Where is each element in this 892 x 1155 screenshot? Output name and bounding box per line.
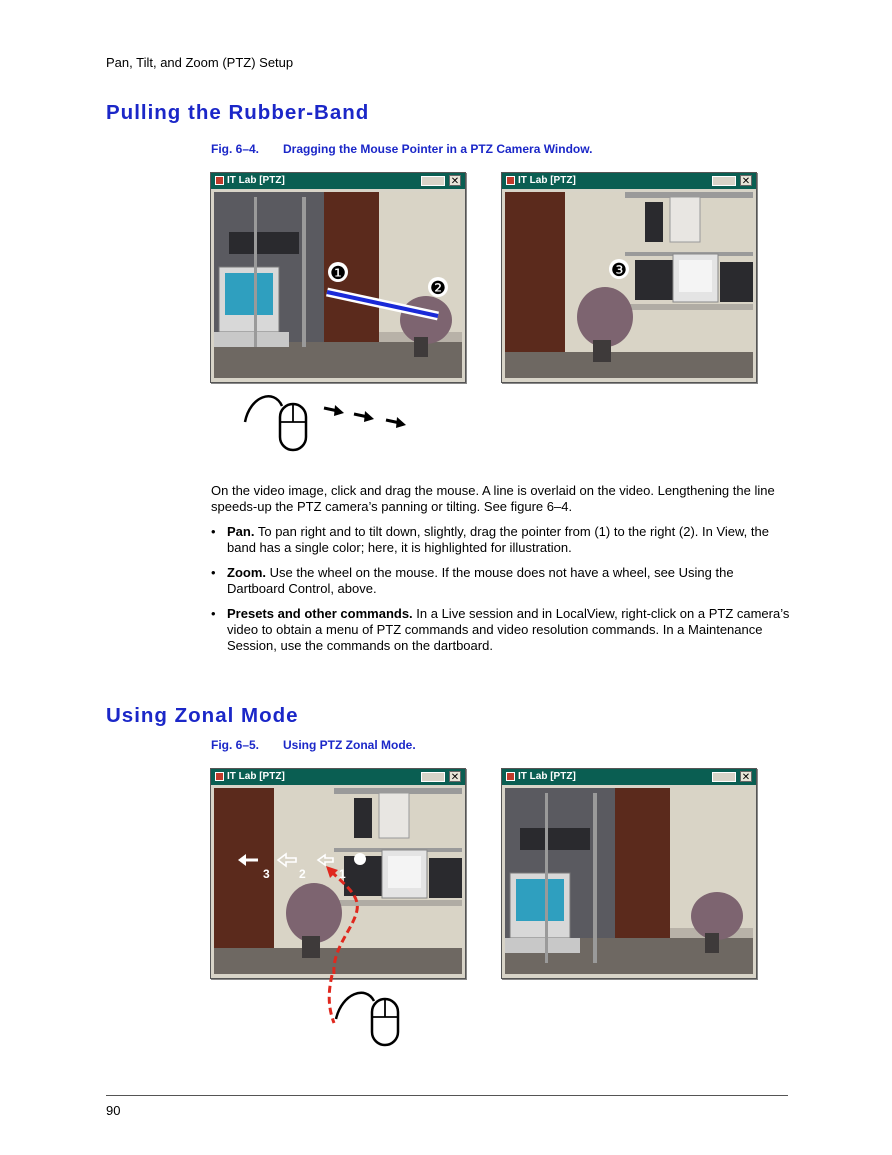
instruction-list	[211, 524, 791, 663]
close-icon[interactable]: ✕	[741, 176, 751, 187]
running-header: Pan, Tilt, and Zoom (PTZ) Setup	[106, 55, 294, 70]
bullet-text: To pan right and to tilt down, slightly, drag the pointer from (1) to the right (2). In View, the band has a single color; here, it is highlighted for illustration.	[227, 524, 769, 555]
ptz-camera-window-after	[501, 172, 757, 383]
mouse-drag-illustration	[240, 388, 420, 458]
marker-3: ❸	[610, 260, 628, 281]
list-item-pan	[211, 524, 791, 556]
figure-title: Using PTZ Zonal Mode.	[283, 738, 416, 752]
office-chair	[577, 287, 633, 347]
close-icon[interactable]: ✕	[450, 772, 460, 783]
ptz-toolbar-icon[interactable]	[712, 176, 736, 186]
camera-icon	[215, 176, 224, 185]
mouse-cord	[336, 993, 374, 1019]
section-heading-rubber-band: Pulling the Rubber-Band	[106, 101, 370, 124]
window-titlebar[interactable]	[502, 173, 756, 189]
window-titlebar[interactable]	[211, 769, 465, 785]
video-feed[interactable]	[214, 788, 462, 974]
ptz-camera-window-zonal-after	[501, 768, 757, 979]
marker-1: ❶	[329, 263, 347, 284]
footer-rule	[106, 1095, 788, 1096]
ptz-camera-window-before	[210, 172, 466, 383]
figure-number: Fig. 6–4.	[211, 142, 260, 156]
office-chair	[286, 883, 342, 943]
ptz-toolbar-icon[interactable]	[421, 772, 445, 782]
office-chair	[400, 296, 452, 344]
page-number: 90	[106, 1103, 121, 1118]
bullet-term: Pan.	[227, 524, 255, 539]
window-titlebar[interactable]	[211, 173, 465, 189]
zone-label-2: 2	[299, 867, 306, 881]
zone-label-1: 1	[339, 867, 346, 881]
zone-center-dot	[354, 853, 366, 865]
camera-icon	[506, 772, 515, 781]
video-feed[interactable]	[214, 192, 462, 378]
marker-2: ❷	[429, 278, 447, 299]
right-arrow-icon	[386, 417, 406, 428]
ptz-toolbar-icon[interactable]	[712, 772, 736, 782]
window-title: IT Lab [PTZ]	[227, 175, 285, 186]
right-arrow-icon	[354, 411, 374, 422]
camera-icon	[215, 772, 224, 781]
list-item-presets	[211, 606, 791, 654]
zone-label-3: 3	[263, 867, 270, 881]
zonal-drag-path	[329, 975, 334, 1023]
figure-title: Dragging the Mouse Pointer in a PTZ Camera Window.	[283, 142, 593, 156]
right-arrow-icon	[324, 405, 344, 416]
list-item-zoom	[211, 565, 791, 597]
video-feed[interactable]	[505, 192, 753, 378]
bullet-text: Use the wheel on the mouse. If the mouse does not have a wheel, see Using the Dartboard Control, above.	[227, 565, 734, 596]
figure-caption-6-5	[211, 738, 416, 752]
figure-caption-6-4	[211, 142, 592, 156]
close-icon[interactable]: ✕	[450, 176, 460, 187]
close-icon[interactable]: ✕	[741, 772, 751, 783]
section-heading-zonal-mode: Using Zonal Mode	[106, 704, 299, 727]
window-title: IT Lab [PTZ]	[518, 771, 576, 782]
window-title: IT Lab [PTZ]	[227, 771, 285, 782]
bullet-text: In a Live session and in LocalView, right-click on a PTZ camera’s video to obtain a menu of PTZ commands and video resolution commands. In a Maintenance Session, use the commands on the dartboard.	[227, 606, 790, 653]
figure-number: Fig. 6–5.	[211, 738, 260, 752]
bullet-term: Zoom.	[227, 565, 266, 580]
bullet-term: Presets and other commands.	[227, 606, 413, 621]
camera-icon	[506, 176, 515, 185]
video-feed[interactable]	[505, 788, 753, 974]
ptz-camera-window-zonal-before	[210, 768, 466, 979]
office-chair	[691, 892, 743, 940]
window-title: IT Lab [PTZ]	[518, 175, 576, 186]
window-titlebar[interactable]	[502, 769, 756, 785]
intro-paragraph: On the video image, click and drag the mouse. A line is overlaid on the video. Lengthening the line speeds-up the PTZ camera’s panning or tilting. See figure 6–4.	[211, 483, 775, 514]
mouse-zonal-illustration	[322, 975, 412, 1050]
ptz-toolbar-icon[interactable]	[421, 176, 445, 186]
mouse-cord	[245, 396, 282, 422]
